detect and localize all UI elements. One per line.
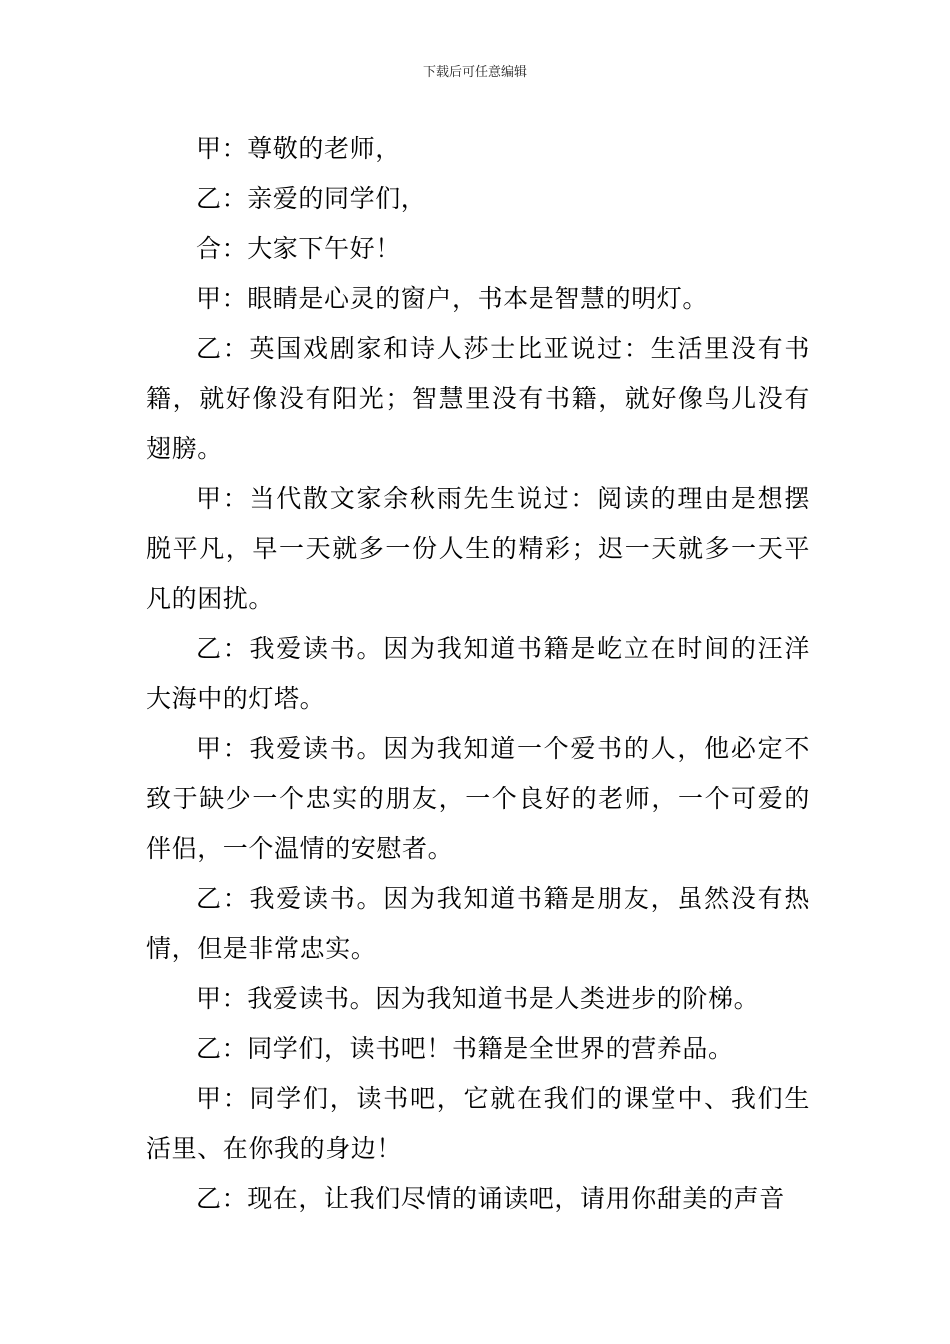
paragraph: 乙：同学们，读书吧！书籍是全世界的营养品。 bbox=[196, 1034, 734, 1063]
paragraph: 甲：当代散文家余秋雨先生说过：阅读的理由是想摆脱平凡，早一天就多一份人生的精彩；迟一天就多一天平凡的困扰。 bbox=[146, 484, 810, 613]
paragraph: 甲：我爱读书。因为我知道一个爱书的人，他必定不致于缺少一个忠实的朋友，一个良好的老师，一个可爱的伴侣，一个温情的安慰者。 bbox=[146, 734, 810, 863]
paragraph: 甲：尊敬的老师， bbox=[196, 134, 401, 163]
paragraph: 乙：我爱读书。因为我知道书籍是朋友，虽然没有热情，但是非常忠实。 bbox=[146, 884, 810, 963]
paragraph: 乙：亲爱的同学们， bbox=[196, 184, 427, 213]
paragraph: 乙：英国戏剧家和诗人莎士比亚说过：生活里没有书籍，就好像没有阳光；智慧里没有书籍，就好像鸟儿没有翅膀。 bbox=[146, 334, 810, 463]
paragraph: 甲：我爱读书。因为我知道书是人类进步的阶梯。 bbox=[196, 984, 760, 1013]
page-header: 下载后可任意编辑 bbox=[422, 65, 527, 80]
document-body bbox=[146, 124, 810, 1224]
paragraph: 甲：眼睛是心灵的窗户，书本是智慧的明灯。 bbox=[196, 284, 709, 313]
paragraph: 乙：我爱读书。因为我知道书籍是屹立在时间的汪洋大海中的灯塔。 bbox=[146, 634, 810, 713]
paragraph: 甲：同学们，读书吧，它就在我们的课堂中、我们生活里、在你我的身边！ bbox=[146, 1084, 810, 1163]
paragraph: 合：大家下午好！ bbox=[196, 234, 401, 263]
paragraph: 乙：现在，让我们尽情的诵读吧，请用你甜美的声音 bbox=[196, 1184, 785, 1213]
